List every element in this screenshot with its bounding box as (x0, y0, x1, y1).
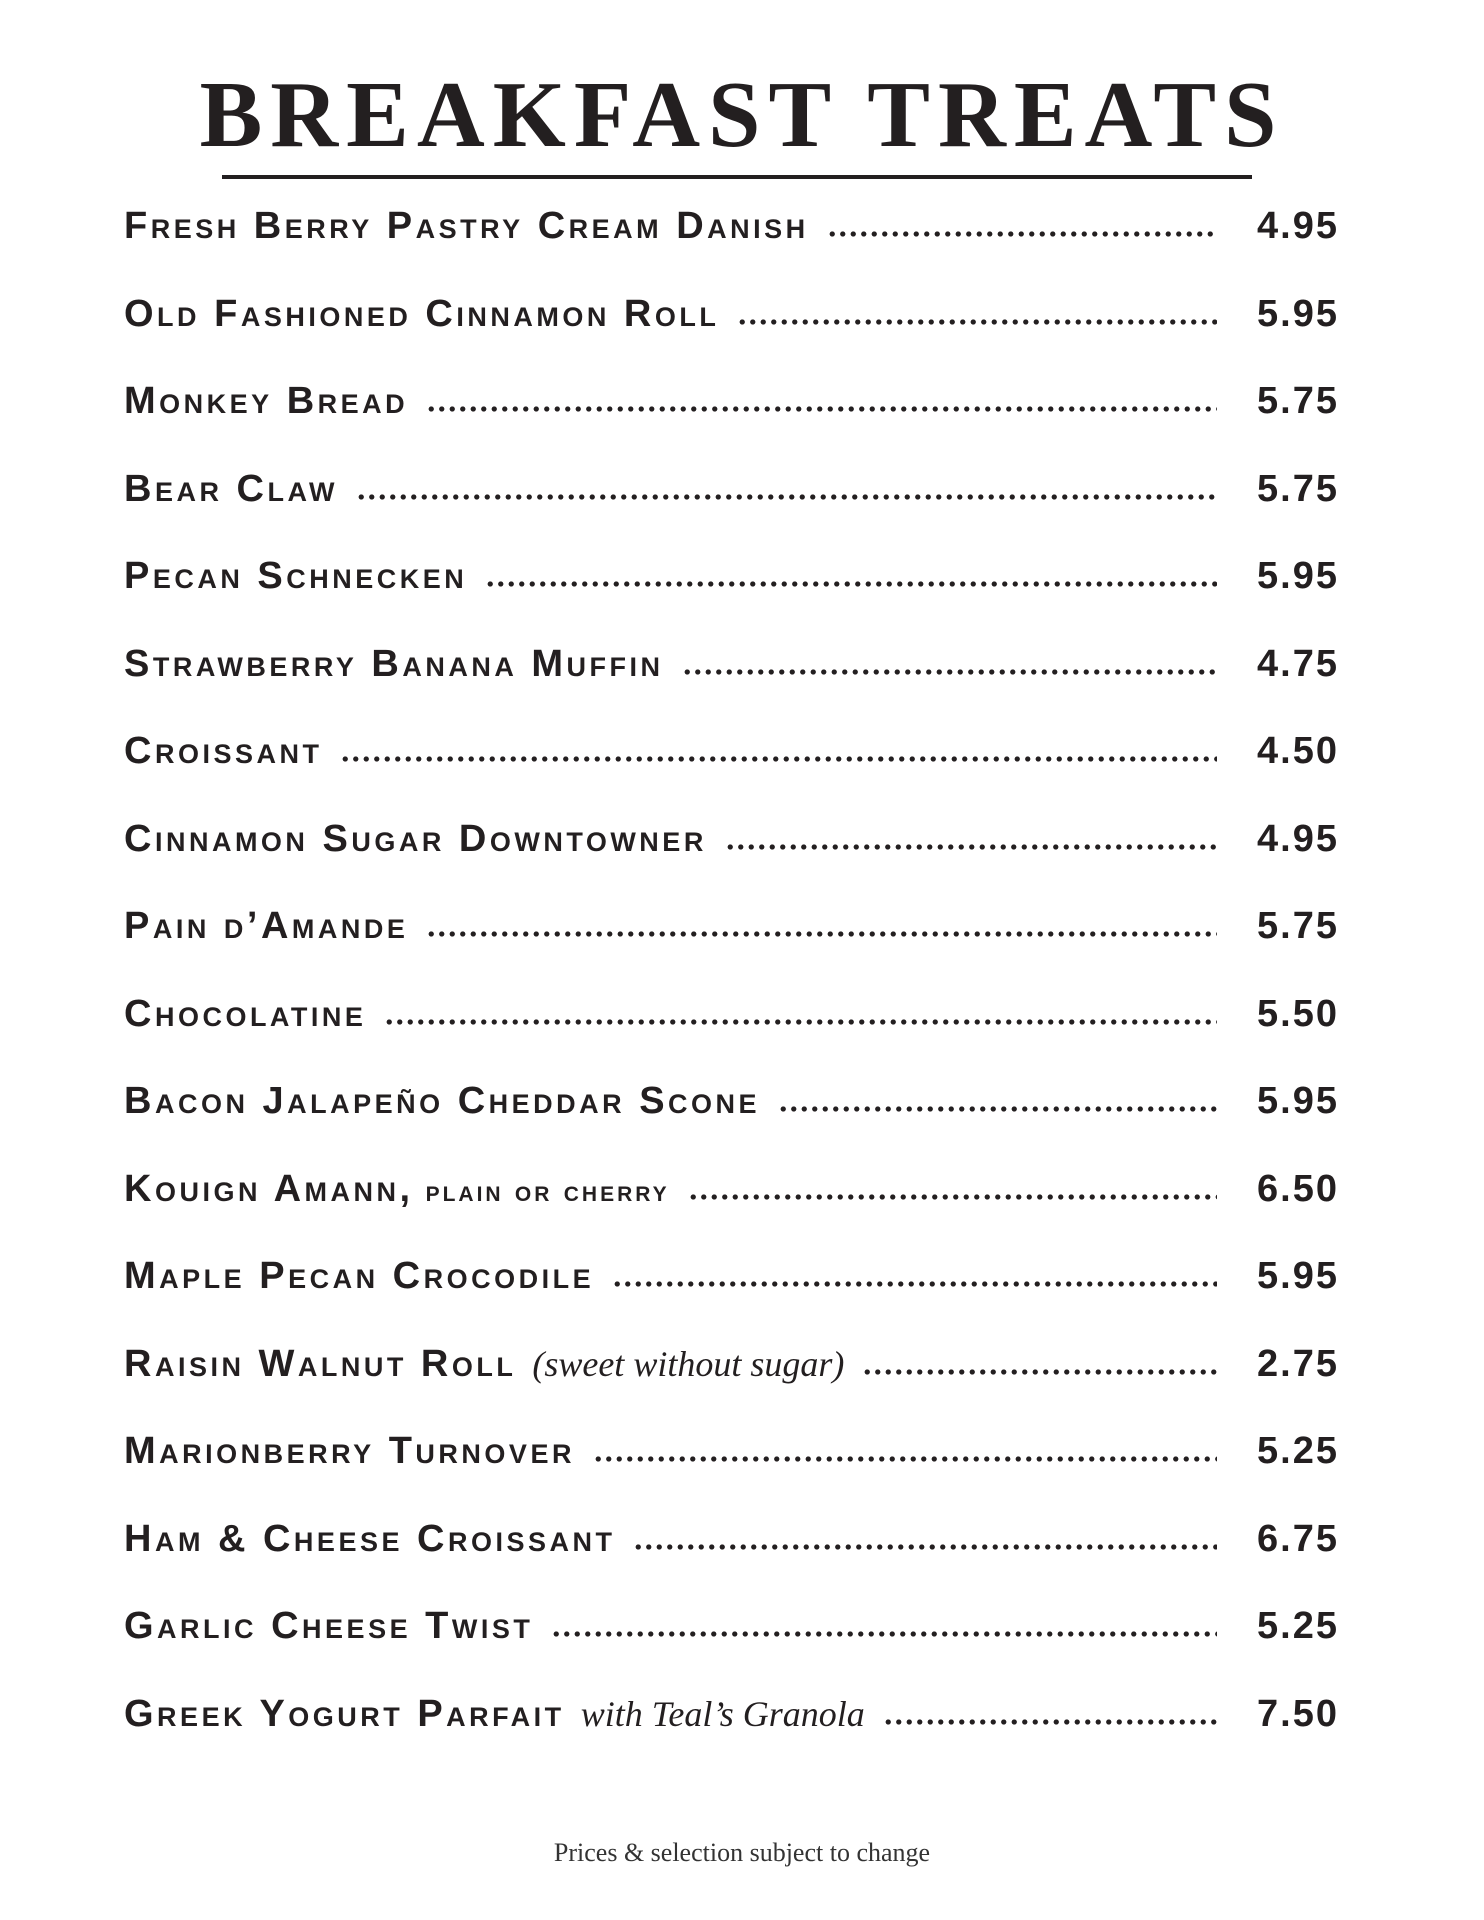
menu-list (124, 200, 1339, 1775)
menu-item (124, 988, 1339, 1076)
item-price: 2.75 (1257, 1342, 1339, 1385)
menu-item (124, 638, 1339, 726)
item-price: 5.75 (1257, 467, 1339, 510)
dot-leader (883, 1718, 1217, 1726)
item-name: Kouign Amann, (124, 1167, 414, 1210)
item-name: Croissant (124, 730, 323, 772)
item-price: 6.50 (1257, 1167, 1339, 1210)
item-price: 5.75 (1257, 905, 1339, 947)
item-name: Fresh Berry Pastry Cream Danish (124, 205, 809, 247)
item-name: Strawberry Banana Muffin (124, 642, 664, 685)
item-note: (sweet without sugar) (532, 1343, 845, 1384)
dot-leader (384, 1018, 1217, 1026)
item-name: Ham & Cheese Croissant (124, 1517, 616, 1560)
menu-item (124, 900, 1339, 988)
item-name: Chocolatine (124, 992, 367, 1035)
item-name: Old Fashioned Cinnamon Roll (124, 292, 720, 335)
item-price: 5.95 (1257, 1255, 1339, 1297)
dot-leader (593, 1455, 1217, 1463)
item-note: plain or cherry (425, 1174, 670, 1208)
item-name: Garlic Cheese Twist (124, 1605, 534, 1647)
dot-leader (356, 493, 1217, 501)
item-price: 7.50 (1257, 1692, 1339, 1735)
dot-leader (485, 580, 1217, 588)
menu-item (124, 1163, 1339, 1251)
dot-leader (725, 843, 1217, 851)
item-name: Marionberry Turnover (124, 1430, 575, 1472)
page-title: BREAKFAST TREATS (199, 63, 1285, 167)
item-name: Cinnamon Sugar Downtowner (124, 817, 707, 860)
title-divider (222, 175, 1252, 179)
item-name: Pecan Schnecken (124, 555, 468, 597)
item-note: with Teal’s Granola (580, 1693, 865, 1734)
item-name: Pain d’Amande (124, 905, 409, 947)
dot-leader (426, 405, 1217, 413)
item-price: 4.75 (1257, 642, 1339, 685)
menu-item (124, 1600, 1339, 1688)
footer-note: Prices & selection subject to change (553, 1838, 931, 1867)
menu-item (124, 550, 1339, 638)
menu-item (124, 1075, 1339, 1163)
menu-item (124, 813, 1339, 901)
item-price: 5.95 (1257, 292, 1339, 335)
menu-item (124, 375, 1339, 463)
menu-item (124, 288, 1339, 376)
menu-item (124, 1338, 1339, 1426)
dot-leader (862, 1368, 1217, 1376)
item-price: 5.25 (1257, 1430, 1339, 1472)
item-price: 4.50 (1257, 730, 1339, 772)
menu-item (124, 463, 1339, 551)
menu-item (124, 1513, 1339, 1601)
dot-leader (827, 230, 1217, 238)
dot-leader (688, 1193, 1217, 1201)
item-name: Bear Claw (124, 467, 338, 510)
item-price: 4.95 (1257, 205, 1339, 247)
dot-leader (633, 1543, 1217, 1551)
item-price: 5.25 (1257, 1605, 1339, 1647)
menu-item (124, 1688, 1339, 1776)
dot-leader (426, 930, 1217, 938)
dot-leader (682, 668, 1217, 676)
dot-leader (778, 1105, 1217, 1113)
item-price: 5.75 (1257, 380, 1339, 422)
item-price: 5.95 (1257, 555, 1339, 597)
item-price: 4.95 (1257, 817, 1339, 860)
item-name: Maple Pecan Crocodile (124, 1255, 595, 1297)
dot-leader (737, 318, 1217, 326)
dot-leader (551, 1630, 1217, 1638)
dot-leader (612, 1280, 1217, 1288)
item-name: Raisin Walnut Roll (124, 1342, 517, 1385)
item-price: 6.75 (1257, 1517, 1339, 1560)
item-name: Bacon Jalapeño Cheddar Scone (124, 1080, 761, 1122)
item-price: 5.95 (1257, 1080, 1339, 1122)
item-price: 5.50 (1257, 992, 1339, 1035)
menu-item (124, 725, 1339, 813)
item-name: Greek Yogurt Parfait (124, 1692, 565, 1735)
menu-item (124, 1425, 1339, 1513)
menu-item (124, 1250, 1339, 1338)
item-name: Monkey Bread (124, 380, 409, 422)
menu-item (124, 200, 1339, 288)
dot-leader (340, 755, 1217, 763)
